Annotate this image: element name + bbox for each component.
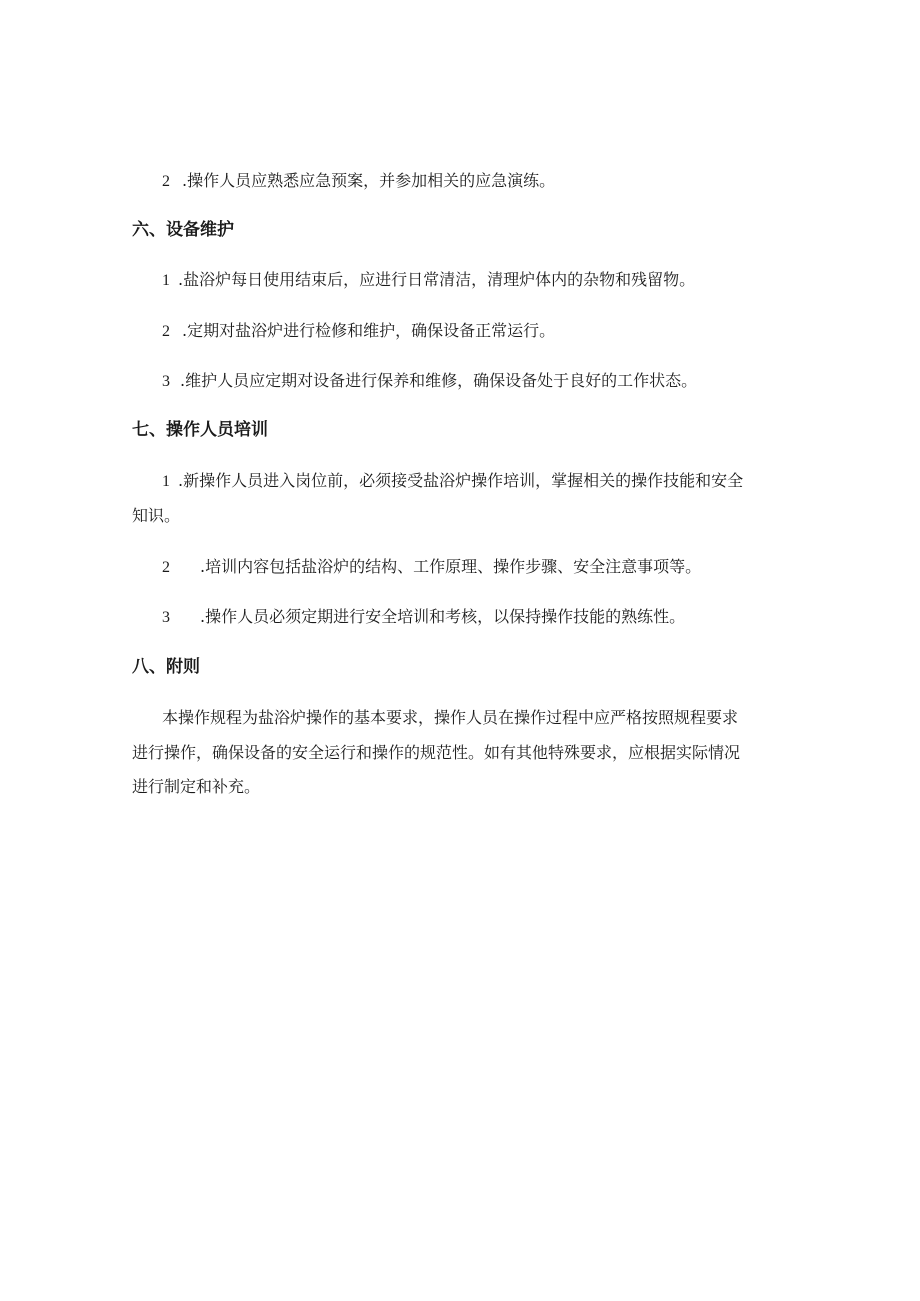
- item-text: .定期对盐浴炉进行检修和维护，确保设备正常运行。: [182, 321, 556, 340]
- paragraph-line: 进行制定和补充。: [132, 777, 261, 796]
- item-number: 1: [162, 272, 170, 289]
- item-number: 2: [162, 323, 170, 340]
- section-heading: 八、附则: [132, 657, 200, 677]
- item-number: 2: [162, 173, 170, 190]
- list-item: [162, 606, 685, 629]
- list-item: [162, 170, 555, 193]
- item-text: .培训内容包括盐浴炉的结构、工作原理、操作步骤、安全注意事项等。: [200, 557, 702, 576]
- section-heading: 六、设备维护: [132, 220, 234, 240]
- list-item: [162, 269, 695, 292]
- item-number: 2: [162, 559, 170, 576]
- item-number: 1: [162, 473, 170, 490]
- item-text: .操作人员应熟悉应急预案，并参加相关的应急演练。: [182, 171, 556, 190]
- item-number: 3: [162, 609, 170, 626]
- paragraph-line: 本操作规程为盐浴炉操作的基本要求，操作人员在操作过程中应严格按照规程要求: [162, 708, 739, 727]
- list-item-continuation: 知识。: [132, 506, 181, 525]
- paragraph-line: 进行操作，确保设备的安全运行和操作的规范性。如有其他特殊要求，应根据实际情况: [132, 743, 741, 762]
- item-text: .操作人员必须定期进行安全培训和考核，以保持操作技能的熟练性。: [200, 607, 686, 626]
- list-item: [162, 320, 555, 343]
- item-number: 3: [162, 373, 170, 390]
- item-text: .维护人员应定期对设备进行保养和维修，确保设备处于良好的工作状态。: [180, 371, 698, 390]
- list-item: [162, 556, 701, 579]
- item-text: .新操作人员进入岗位前，必须接受盐浴炉操作培训，掌握相关的操作技能和安全: [178, 471, 744, 490]
- list-item: [162, 470, 743, 493]
- list-item: [162, 370, 697, 393]
- section-heading: 七、操作人员培训: [132, 420, 268, 440]
- item-text: .盐浴炉每日使用结束后，应进行日常清洁，清理炉体内的杂物和残留物。: [178, 270, 696, 289]
